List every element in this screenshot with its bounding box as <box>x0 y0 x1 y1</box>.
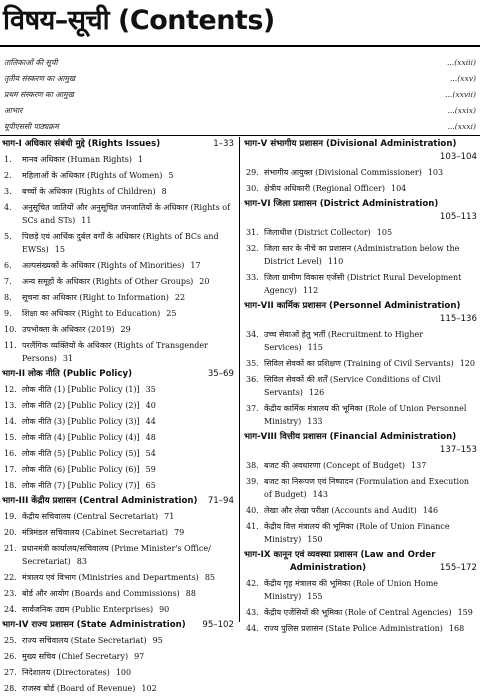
toc-entry <box>2 682 234 695</box>
entry-number: 39. <box>246 477 259 486</box>
entry-number: 32. <box>246 244 259 253</box>
entry-number: 28. <box>4 684 17 693</box>
part-heading <box>2 619 234 632</box>
front-matter-list <box>4 55 476 135</box>
entry-page: 159 <box>457 608 473 617</box>
part-heading <box>244 300 477 326</box>
entry-title: सिविल सेवकों की शर्तें (Service Conditions of Civil Servants) <box>264 375 441 397</box>
part-title: भाग-I अधिकार संबंधी मुद्दे (Rights Issues) <box>2 139 161 149</box>
toc-entry <box>244 226 477 239</box>
part-page-range: 155–172 <box>439 563 477 573</box>
title-rule <box>0 45 480 47</box>
entry-page: 5 <box>168 171 174 180</box>
entry-title: सूचना का अधिकार (Right to Information) <box>22 293 169 302</box>
toc-entry <box>2 634 234 647</box>
entry-title: अल्पसंख्यकों के अधिकार (Rights of Minorities) <box>22 261 185 270</box>
toc-entry <box>2 153 234 166</box>
part-title: भाग-IX कानून एवं व्यवस्था प्रशासन (Law and Order <box>244 550 436 560</box>
toc-entry <box>2 185 234 198</box>
toc-entry <box>2 415 234 428</box>
toc-entry <box>2 571 234 584</box>
entry-title: लोक नीति (3) [Public Policy (3)] <box>22 417 140 426</box>
part-title: भाग-VI जिला प्रशासन (District Administration) <box>244 199 439 209</box>
toc-entry <box>2 666 234 679</box>
entry-number: 35. <box>246 359 259 368</box>
part-heading <box>2 138 234 151</box>
entry-page: 103 <box>427 168 444 177</box>
toc-entry <box>244 271 477 297</box>
part-page-range: 1–33 <box>213 139 234 149</box>
toc-entry <box>244 622 477 635</box>
entry-page: 88 <box>185 589 196 598</box>
entry-page: 104 <box>390 184 407 193</box>
entry-page: 15 <box>54 245 65 254</box>
entry-title: लोक नीति (6) [Public Policy (6)] <box>22 465 140 474</box>
entry-page: 137 <box>411 461 427 470</box>
entry-number: 3. <box>4 187 12 196</box>
entry-number: 2. <box>4 171 12 180</box>
toc-entry <box>2 383 234 396</box>
front-matter-item <box>4 87 476 103</box>
toc-entry <box>244 182 477 195</box>
entry-page: 25 <box>166 309 177 318</box>
toc-entry <box>2 399 234 412</box>
entry-number: 15. <box>4 433 17 442</box>
entry-number: 11. <box>4 341 17 350</box>
part-page-range: 105–113 <box>439 212 477 222</box>
entry-page: 35 <box>145 385 156 394</box>
front-matter-label: तालिकाओं की सूची <box>4 58 58 67</box>
entry-page: 110 <box>327 257 344 266</box>
entry-number: 19. <box>4 512 17 521</box>
entry-title: शिक्षा का अधिकार (Right to Education) <box>22 309 161 318</box>
entry-title: महिलाओं के अधिकार (Rights of Women) <box>22 171 163 180</box>
entry-page: 155 <box>307 592 323 601</box>
entry-number: 25. <box>4 636 17 645</box>
entry-page: 44 <box>145 417 156 426</box>
toc-entry <box>2 431 234 444</box>
toc-entry <box>2 526 234 539</box>
front-matter-item <box>4 71 476 87</box>
part-page-range: 35–69 <box>207 369 234 379</box>
entry-title: लोक नीति (7) [Public Policy (7)] <box>22 481 140 490</box>
entry-title: राजस्व बोर्ड (Board of Revenue) <box>22 684 136 693</box>
entry-number: 34. <box>246 330 259 339</box>
entry-title: मंत्रालय एवं विभाग (Ministries and Departments) <box>22 573 199 582</box>
front-matter-page: ...(xxiii) <box>446 58 476 67</box>
entry-title: बजट का निरूपण एवं निष्पादन (Formulation and Execution of Budget) <box>264 477 470 499</box>
entry-title: लोक नीति (1) [Public Policy (1)] <box>22 385 140 394</box>
toc-entry <box>2 275 234 288</box>
entry-page: 83 <box>76 557 87 566</box>
entry-number: 42. <box>246 579 259 588</box>
entry-page: 54 <box>145 449 156 458</box>
entry-page: 133 <box>307 417 323 426</box>
toc-entry <box>244 328 477 354</box>
entry-title: उपभोक्ता के अधिकार (2019) <box>22 325 115 334</box>
entry-number: 13. <box>4 401 17 410</box>
entry-title: बोर्ड और आयोग (Boards and Commissions) <box>22 589 180 598</box>
part-page-range: 71–94 <box>207 496 234 506</box>
entry-title: जिलाधीश (District Collector) <box>264 228 371 237</box>
toc-entry <box>2 479 234 492</box>
entry-title: अनुसूचित जातियों और अनुसूचित जनजातियों के अधिकार (Rights of SCs and STs) <box>22 203 231 225</box>
entry-title: लोक नीति (2) [Public Policy (2)] <box>22 401 140 410</box>
entry-title: केंद्रीय वित्त मंत्रालय की भूमिका (Role of Union Finance Ministry) <box>264 522 450 544</box>
entry-number: 22. <box>4 573 17 582</box>
toc-entry <box>244 520 477 546</box>
toc-entry <box>244 402 477 428</box>
front-matter-label: प्रथम संस्करण का आमुख <box>4 90 74 99</box>
section-rule <box>0 135 480 136</box>
entry-page: 20 <box>199 277 210 286</box>
entry-page: 11 <box>81 216 92 225</box>
toc-entry <box>2 587 234 600</box>
entry-title: सिविल सेवकों का प्रशिक्षण (Training of Civil Servants) <box>264 359 454 368</box>
front-matter-label: तृतीय संस्करण का आमुख <box>4 74 76 83</box>
entry-number: 9. <box>4 309 12 318</box>
entry-page: 90 <box>159 605 170 614</box>
entry-number: 12. <box>4 385 17 394</box>
toc-entry <box>244 357 477 370</box>
entry-title: बजट की अवधारणा (Concept of Budget) <box>264 461 406 470</box>
entry-number: 33. <box>246 273 259 282</box>
entry-title: मानव अधिकार (Human Rights) <box>22 155 133 164</box>
entry-title: अन्य समूहों के अधिकार (Rights of Other Groups) <box>22 277 194 286</box>
entry-number: 23. <box>4 589 17 598</box>
entry-title: केंद्रीय एजेंसियों की भूमिका (Role of Central Agencies) <box>264 608 452 617</box>
part-heading <box>244 198 477 224</box>
part-title: भाग-VIII वित्तीय प्रशासन (Financial Administration) <box>244 432 457 442</box>
entry-title: केंद्रीय गृह मंत्रालय की भूमिका (Role of Union Home Ministry) <box>264 579 439 601</box>
entry-number: 8. <box>4 293 12 302</box>
front-matter-page: ...(xxxi) <box>447 122 476 131</box>
entry-page: 120 <box>459 359 475 368</box>
front-matter-page: ...(xxvii) <box>445 90 476 99</box>
entry-number: 44. <box>246 624 259 633</box>
part-page-range: 95–102 <box>202 620 234 630</box>
entry-number: 31. <box>246 228 259 237</box>
entry-number: 5. <box>4 232 12 241</box>
entry-number: 20. <box>4 528 17 537</box>
front-matter-item <box>4 119 476 135</box>
entry-number: 1. <box>4 155 12 164</box>
part-title: भाग-VII कार्मिक प्रशासन (Personnel Administration) <box>244 301 461 311</box>
entry-page: 59 <box>145 465 156 474</box>
entry-number: 7. <box>4 277 12 286</box>
toc-entry <box>2 339 234 365</box>
toc-entry <box>2 291 234 304</box>
part-heading <box>244 431 477 457</box>
entry-page: 65 <box>145 481 156 490</box>
entry-page: 79 <box>174 528 185 537</box>
contents-left-column <box>2 137 234 698</box>
entry-title: पिछड़े एवं आर्थिक दुर्बल वर्गों के अधिकार (Rights of BCs and EWSs) <box>22 232 219 254</box>
entry-number: 30. <box>246 184 259 193</box>
entry-page: 29 <box>120 325 131 334</box>
part-heading <box>244 138 477 164</box>
entry-title: प्रधानमंत्री कार्यालय/सचिवालय (Prime Minister's Office/ Secretariat) <box>22 544 211 566</box>
toc-entry <box>244 504 477 517</box>
entry-page: 71 <box>164 512 175 521</box>
entry-page: 97 <box>134 652 145 661</box>
toc-entry <box>244 606 477 619</box>
part-heading <box>2 495 234 508</box>
entry-number: 6. <box>4 261 12 270</box>
front-matter-page: ...(xxv) <box>449 74 476 83</box>
toc-entry <box>2 323 234 336</box>
front-matter-item <box>4 103 476 119</box>
entry-title: सार्वजनिक उद्यम (Public Enterprises) <box>22 605 154 614</box>
entry-page: 105 <box>376 228 393 237</box>
entry-page: 100 <box>115 668 132 677</box>
part-title: भाग-IV राज्य प्रशासन (State Administration) <box>2 620 186 630</box>
entry-title: संभागीय आयुक्त (Divisional Commissioner) <box>264 168 422 177</box>
part-title: भाग-III केंद्रीय प्रशासन (Central Administration) <box>2 496 198 506</box>
entry-number: 27. <box>4 668 17 677</box>
part-heading <box>244 549 477 575</box>
toc-entry <box>2 259 234 272</box>
entry-title: केंद्रीय कार्मिक मंत्रालय की भूमिका (Role of Union Personnel Ministry) <box>264 404 467 426</box>
part-title-line <box>244 562 477 575</box>
entry-number: 10. <box>4 325 17 334</box>
entry-page: 22 <box>174 293 186 302</box>
entry-title: परलैंगिक व्यक्तियों के अधिकार (Rights of Transgender Persons) <box>22 341 208 363</box>
entry-number: 26. <box>4 652 17 661</box>
entry-title: मंत्रिमंडल सचिवालय (Cabinet Secretariat) <box>22 528 169 537</box>
entry-number: 24. <box>4 605 17 614</box>
toc-entry <box>2 463 234 476</box>
entry-title: लोक नीति (4) [Public Policy (4)] <box>22 433 140 442</box>
entry-title: जिला स्तर के नीचे का प्रशासन (Administration below the District Level) <box>264 244 460 266</box>
entry-number: 29. <box>246 168 259 177</box>
entry-page: 126 <box>308 388 325 397</box>
part-page-range: 115–136 <box>439 314 477 324</box>
part-page-range: 137–153 <box>439 445 477 455</box>
entry-number: 16. <box>4 449 17 458</box>
entry-title: क्षेत्रीय अधिकारी (Regional Officer) <box>264 184 385 193</box>
entry-page: 95 <box>152 636 163 645</box>
front-matter-label: आभार <box>4 106 23 115</box>
front-matter-label: यूपीएससी पाठ्यक्रम <box>4 122 59 131</box>
entry-title: लेखा और लेखा परीक्षा (Accounts and Audit) <box>264 506 417 515</box>
toc-entry <box>2 201 234 227</box>
contents-right-column <box>244 137 477 638</box>
toc-entry <box>2 447 234 460</box>
toc-entry <box>2 230 234 256</box>
toc-entry <box>244 459 477 472</box>
entry-number: 36. <box>246 375 259 384</box>
toc-entry <box>2 603 234 616</box>
front-matter-page: ...(xxix) <box>447 106 476 115</box>
entry-number: 14. <box>4 417 17 426</box>
toc-entry <box>2 169 234 182</box>
entry-number: 37. <box>246 404 259 413</box>
toc-entry <box>244 166 477 179</box>
entry-number: 43. <box>246 608 259 617</box>
entry-title: लोक नीति (5) [Public Policy (5)] <box>22 449 140 458</box>
entry-page: 143 <box>312 490 328 499</box>
entry-page: 112 <box>302 286 319 295</box>
entry-page: 40 <box>145 401 156 410</box>
entry-page: 102 <box>141 684 157 693</box>
entry-title: निदेशालय (Directorates) <box>22 668 110 677</box>
entry-title: मुख्य सचिव (Chief Secretary) <box>22 652 129 661</box>
entry-number: 38. <box>246 461 259 470</box>
entry-number: 4. <box>4 203 12 212</box>
entry-number: 17. <box>4 465 17 474</box>
toc-entry <box>2 510 234 523</box>
entry-page: 1 <box>138 155 144 164</box>
entry-page: 150 <box>307 535 323 544</box>
toc-entry <box>244 242 477 268</box>
entry-title: बच्चों के अधिकार (Rights of Children) <box>22 187 156 196</box>
entry-title: उच्च सेवाओं हेतु भर्ती (Recruitment to Higher Services) <box>264 330 424 352</box>
part-title: भाग-II लोक नीति (Public Policy) <box>2 369 133 379</box>
toc-entry <box>2 307 234 320</box>
entry-title: केंद्रीय सचिवालय (Central Secretariat) <box>22 512 159 521</box>
part-title: भाग-V संभागीय प्रशासन (Divisional Administration) <box>244 139 457 149</box>
toc-entry <box>2 650 234 663</box>
entry-page: 48 <box>145 433 156 442</box>
entry-number: 21. <box>4 544 17 553</box>
entry-page: 17 <box>190 261 201 270</box>
entry-page: 85 <box>204 573 215 582</box>
entry-title: राज्य सचिवालय (State Secretariat) <box>22 636 147 645</box>
toc-entry <box>2 542 234 568</box>
entry-page: 8 <box>161 187 167 196</box>
page-title: विषय–सूची (Contents) <box>3 5 275 36</box>
entry-title: राज्य पुलिस प्रशासन (State Police Administration) <box>264 624 443 633</box>
entry-number: 41. <box>246 522 259 531</box>
toc-entry <box>244 475 477 501</box>
entry-page: 115 <box>307 343 323 352</box>
entry-page: 168 <box>448 624 465 633</box>
part-heading <box>2 368 234 381</box>
entry-number: 18. <box>4 481 17 490</box>
part-title-continued: Administration) <box>290 563 367 573</box>
entry-title: जिला ग्रामीण विकास एजेंसी (District Rural Development Agency) <box>264 273 462 295</box>
entry-page: 31 <box>62 354 74 363</box>
toc-entry <box>244 373 477 399</box>
column-divider <box>239 137 240 622</box>
entry-number: 40. <box>246 506 259 515</box>
toc-entry <box>244 577 477 603</box>
front-matter-item <box>4 55 476 71</box>
entry-page: 146 <box>422 506 439 515</box>
part-page-range: 103–104 <box>439 152 477 162</box>
